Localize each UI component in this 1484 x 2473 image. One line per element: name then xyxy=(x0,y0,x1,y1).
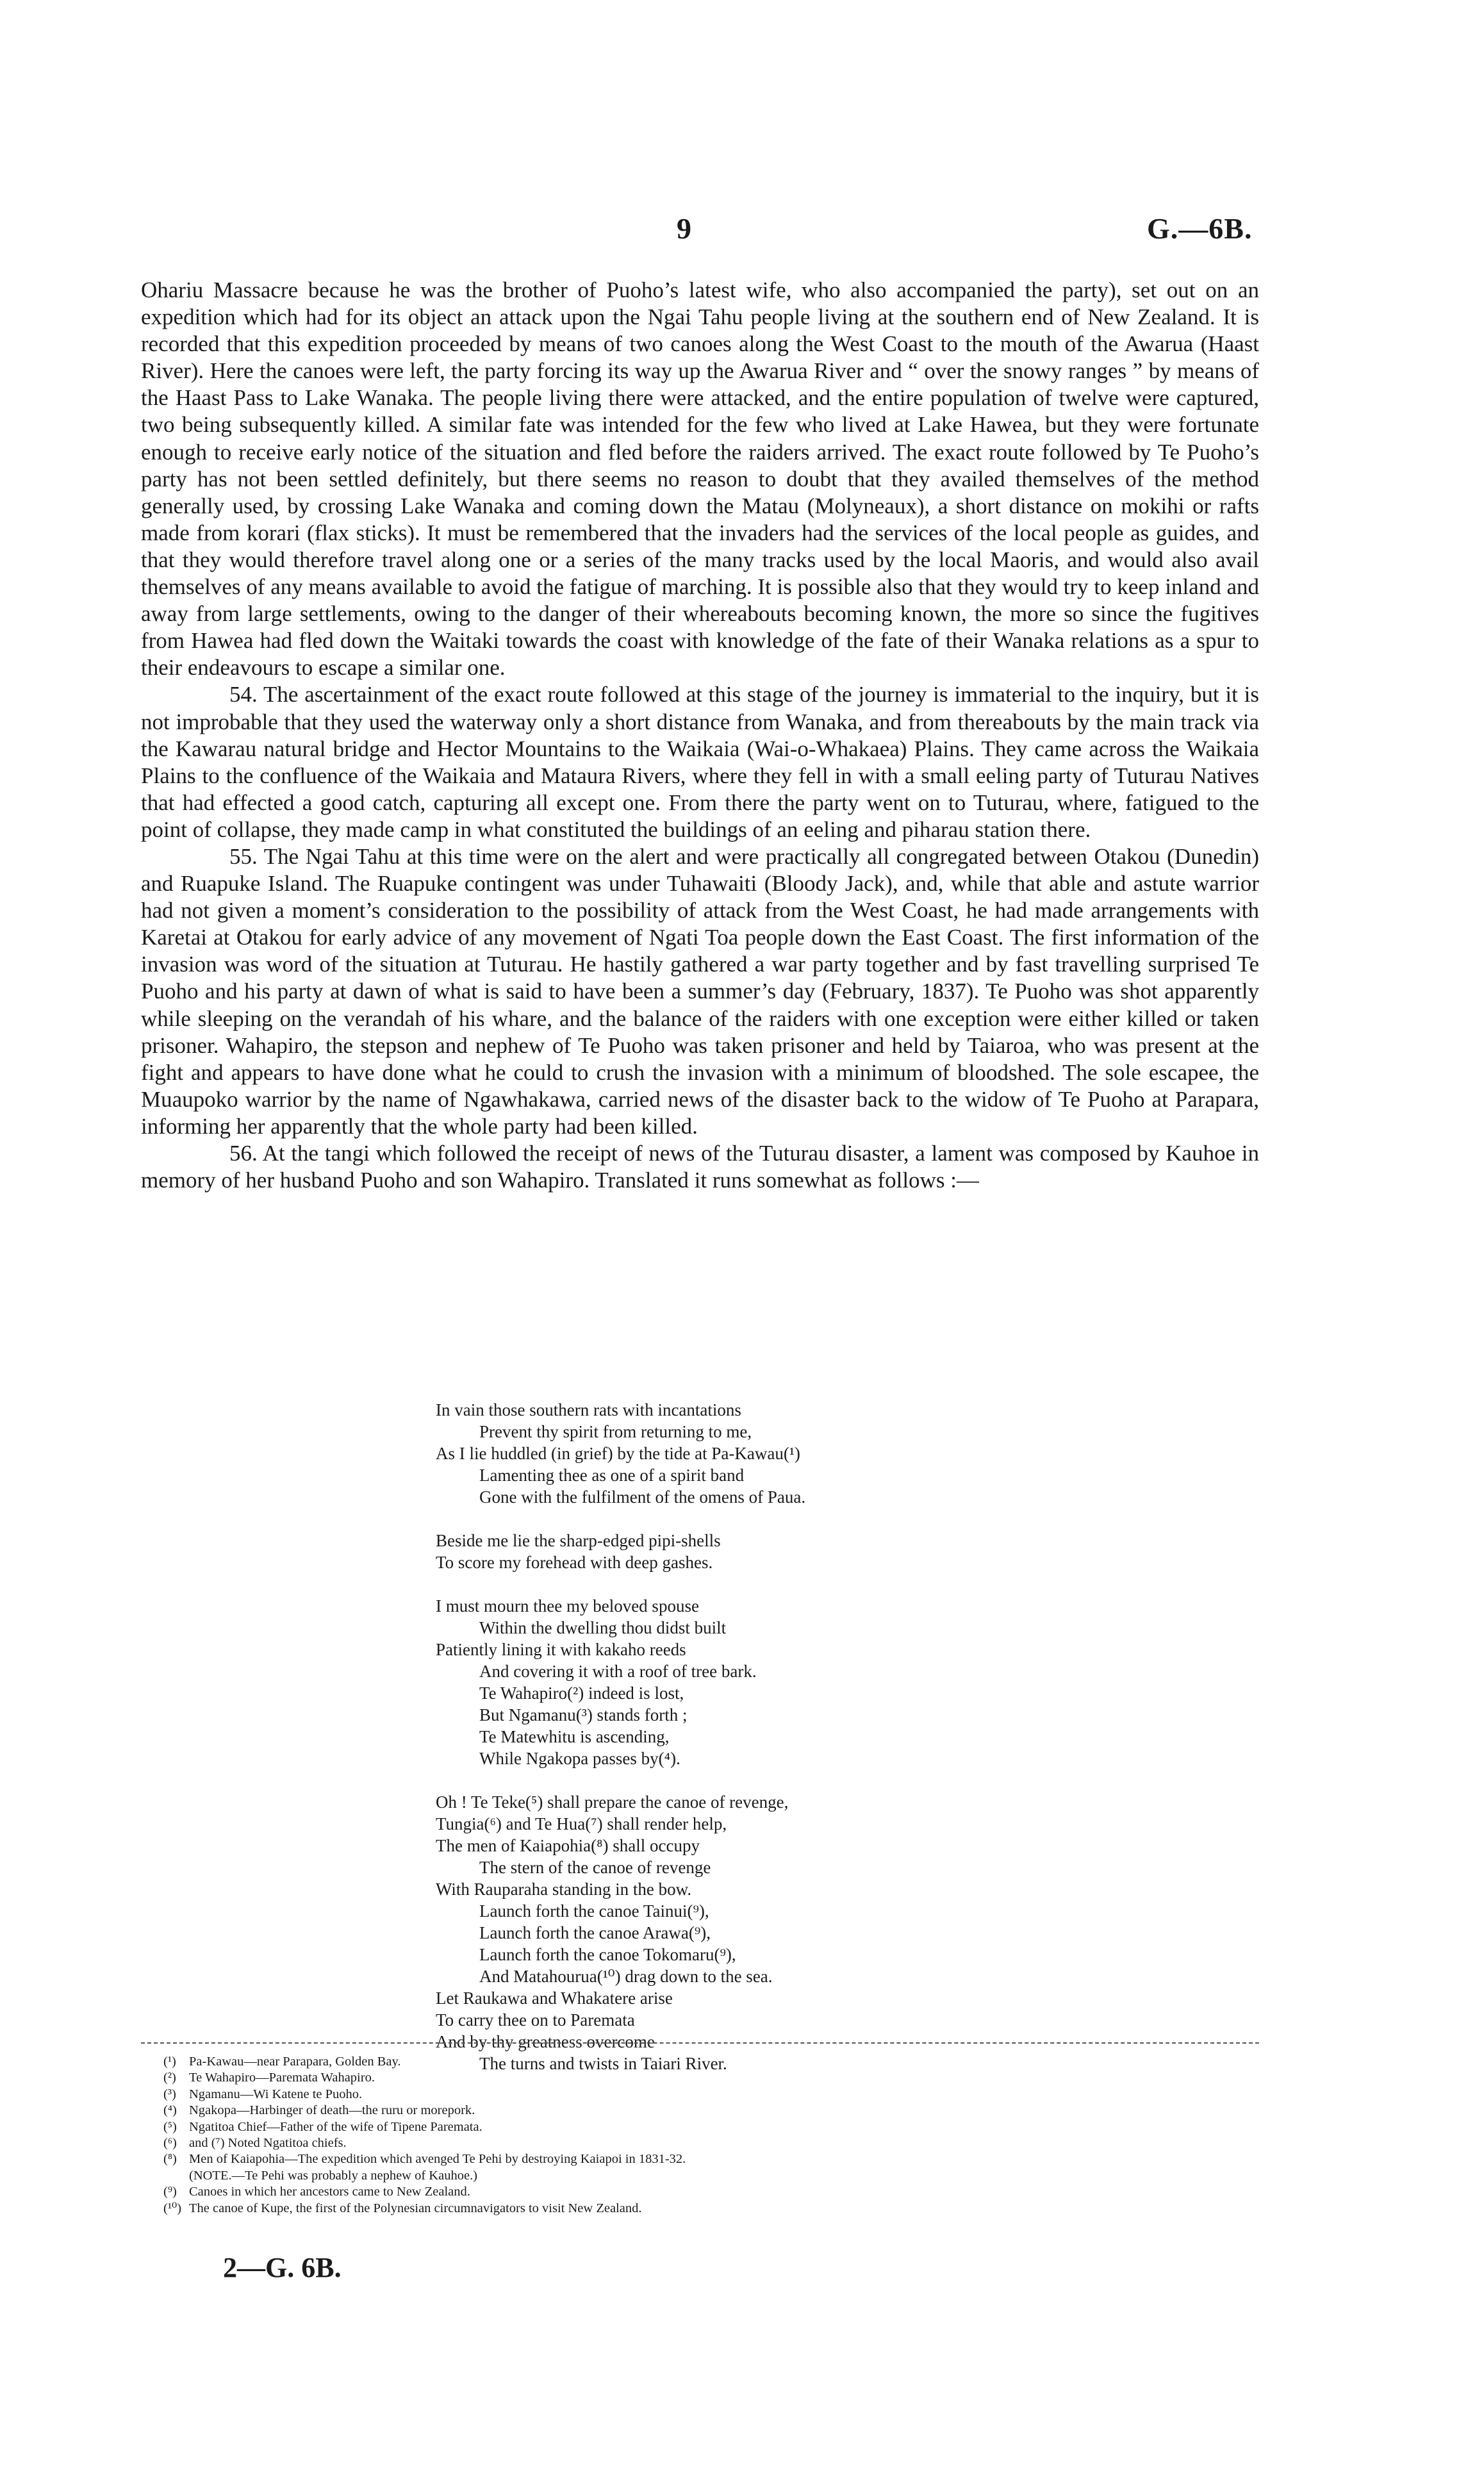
poem-line: Prevent thy spirit from returning to me, xyxy=(479,1422,752,1441)
footnote-mark: (⁶) xyxy=(163,2136,177,2151)
poem-line: Oh ! Te Teke(⁵) shall prepare the canoe of revenge, xyxy=(436,1792,789,1812)
footnote-mark: (²) xyxy=(163,2071,176,2085)
poem-line: The stern of the canoe of revenge xyxy=(479,1858,711,1877)
poem-line: Launch forth the canoe Arawa(⁹), xyxy=(479,1923,711,1942)
footnote xyxy=(163,2184,1221,2200)
poem-stanza-2 xyxy=(436,1530,1076,1573)
footnote xyxy=(163,2135,1221,2151)
poem-stanza-4 xyxy=(436,1791,1076,2074)
footnote-divider xyxy=(141,2042,1259,2044)
footnote xyxy=(163,2103,1221,2119)
footnote-text: The canoe of Kupe, the first of the Polynesian circumnavigators to visit New Zealand. xyxy=(189,2201,642,2215)
footnote xyxy=(163,2168,1221,2184)
poem-line: While Ngakopa passes by(⁴). xyxy=(479,1749,680,1768)
poem-line: The men of Kaiapohia(⁸) shall occupy xyxy=(436,1836,700,1855)
poem-line: With Rauparaha standing in the bow. xyxy=(436,1880,692,1899)
paragraph-continued: Ohariu Massacre because he was the brother of Puoho’s latest wife, who also accompanied the party), set out on an expedition which had for its object an attack upon the Ngai Tahu people living at the southern end of New Zealand. It is recorded that this expedition proceeded by means of two canoes along the West Coast to the mouth of the Awarua (Haast River). Here the canoes were left, the party forcing its way up the Awarua River and “ over the snowy ranges ” by means of the Haast Pass to Lake Wanaka. The people living there were attacked, and the entire population of twelve were captured, two being subsequently killed. A similar fate was intended for the few who lived at Lake Hawea, but they were fortunate enough to receive early notice of the situation and fled before the raiders arrived. The exact route followed by Te Puoho’s party has not been settled definitely, but there seems no reason to doubt that they availed themselves of the method generally used, by crossing Lake Wanaka and coming down the Matau (Molyneaux), a short distance on mokihi or rafts made from korari (flax sticks). It must be remembered that the invaders had the services of the local people as guides, and that they would therefore travel along one or a series of the many tracks used by the local Maoris, and would also avail themselves of any means available to avoid the fatigue of marching. It is possible also that they would try to keep inland and away from large settlements, owing to the danger of their whereabouts becoming known, the more so since the fugitives from Hawea had fled down the Waitaki towards the coast with knowledge of the fate of their Wanaka relations as a spur to their endeavours to escape a similar one. xyxy=(141,277,1259,681)
footnote-text: Pa-Kawau—near Parapara, Golden Bay. xyxy=(189,2055,401,2069)
footnote-text: Canoes in which her ancestors came to New Zealand. xyxy=(189,2185,470,2199)
poem-line: Within the dwelling thou didst built xyxy=(479,1618,727,1637)
footnote-mark: (⁴) xyxy=(163,2103,177,2118)
footnote xyxy=(163,2070,1221,2086)
poem-line: Te Wahapiro(²) indeed is lost, xyxy=(479,1683,684,1703)
footnote xyxy=(163,2151,1221,2167)
footnote-text: Ngakopa—Harbinger of death—the ruru or morepork. xyxy=(189,2103,475,2118)
paragraph-54: 54. The ascertainment of the exact route followed at this stage of the journey is immaterial to the inquiry, but it is not improbable that they used the waterway only a short distance from Wanaka, and from thereabouts by the main track via the Kawarau natural bridge and Hector Mountains to the Waikaia (Wai-o-Whakaea) Plains. They came across the Waikaia Plains to the confluence of the Waikaia and Mataura Rivers, where they fell in with a small eeling party of Tuturau Natives that had effected a good catch, capturing all except one. From there the party went on to Tuturau, where, fatigued to the point of collapse, they made camp in what constituted the buildings of an eeling and piharau station there. xyxy=(141,682,1259,842)
footnote-text: and (⁷) Noted Ngatitoa chiefs. xyxy=(189,2136,347,2151)
footnote-text: (NOTE.—Te Pehi was probably a nephew of Kauhoe.) xyxy=(189,2168,477,2183)
document-reference: G.—6B. xyxy=(1147,212,1253,245)
footnotes xyxy=(163,2054,1221,2217)
footnote-mark: (¹) xyxy=(163,2055,176,2069)
page-number: 9 xyxy=(677,212,691,245)
footnote-text: Ngatitoa Chief—Father of the wife of Tipene Paremata. xyxy=(189,2119,482,2134)
footnote-mark: (⁸) xyxy=(163,2152,177,2167)
paragraph-56: 56. At the tangi which followed the receipt of news of the Tuturau disaster, a lament was composed by Kauhoe in memory of her husband Puoho and son Wahapiro. Translated it runs somewhat as follows :— xyxy=(141,1141,1259,1193)
footnote-text: Te Wahapiro—Paremata Wahapiro. xyxy=(189,2071,375,2085)
poem-line: And by thy greatness overcome xyxy=(436,2032,655,2051)
poem-line: The turns and twists in Taiari River. xyxy=(479,2054,727,2073)
footnote xyxy=(163,2119,1221,2135)
poem-line: In vain those southern rats with incantations xyxy=(436,1400,741,1419)
body-text xyxy=(141,277,1259,1194)
poem-line: To carry thee on to Paremata xyxy=(436,2010,635,2030)
poem-line: I must mourn thee my beloved spouse xyxy=(436,1596,699,1616)
poem-line: Lamenting thee as one of a spirit band xyxy=(479,1466,745,1485)
poem-stanza-3 xyxy=(436,1595,1076,1769)
footnote-mark: (⁹) xyxy=(163,2185,177,2199)
poem-stanza-1 xyxy=(436,1399,1076,1508)
poem-line: Launch forth the canoe Tokomaru(⁹), xyxy=(479,1945,736,1964)
poem-line: Gone with the fulfilment of the omens of Paua. xyxy=(479,1487,806,1507)
poem-line: But Ngamanu(³) stands forth ; xyxy=(479,1705,688,1724)
poem-line: Launch forth the canoe Tainui(⁹), xyxy=(479,1901,709,1921)
sheet-signature: 2—G. 6B. xyxy=(223,2252,342,2283)
poem-line: And Matahourua(¹⁰) drag down to the sea. xyxy=(479,1967,773,1986)
poem-line: Te Matewhitu is ascending, xyxy=(479,1727,670,1746)
footnote-mark: (³) xyxy=(163,2087,176,2101)
footnote xyxy=(163,2087,1221,2103)
poem-line: And covering it with a roof of tree bark. xyxy=(479,1662,757,1681)
footnote-text: Ngamanu—Wi Katene te Puoho. xyxy=(189,2087,363,2101)
poem-line: Let Raukawa and Whakatere arise xyxy=(436,1989,673,2008)
poem-line: Patiently lining it with kakaho reeds xyxy=(436,1640,686,1659)
footnote-mark: (⁵) xyxy=(163,2119,177,2134)
footnote xyxy=(163,2201,1221,2217)
poem-line: To score my forehead with deep gashes. xyxy=(436,1553,713,1572)
poem-line: As I lie huddled (in grief) by the tide at Pa-Kawau(¹) xyxy=(436,1444,800,1463)
footnote-mark: (¹⁰) xyxy=(163,2201,182,2215)
paragraph-55: 55. The Ngai Tahu at this time were on the alert and were practically all congregated between Otakou (Dunedin) and Ruapuke Island. The Ruapuke contingent was under Tuhawaiti (Bloody Jack), and, while that able and astute warrior had not given a moment’s consideration to the possibility of attack from the West Coast, he had made arrangements with Karetai at Otakou for early advice of any movement of Ngati Toa people down the East Coast. The first information of the invasion was word of the situation at Tuturau. He hastily gathered a war party together and by fast travelling surprised Te Puoho and his party at dawn of what is said to have been a summer’s day (February, 1837). Te Puoho was shot apparently while sleeping on the verandah of his whare, and the balance of the raiders with one exception were either killed or taken prisoner. Wahapiro, the stepson and nephew of Te Puoho was taken prisoner and held by Taiaroa, who was present at the fight and appears to have done what he could to crush the invasion with a minimum of bloodshed. The sole escapee, the Muaupoko warrior by the name of Ngawhakawa, carried news of the disaster back to the widow of Te Puoho at Parapara, informing her apparently that the whole party had been killed. xyxy=(141,843,1259,1139)
footnote-text: Men of Kaiapohia—The expedition which avenged Te Pehi by destroying Kaiapoi in 1831-32. xyxy=(189,2152,686,2167)
lament-poem xyxy=(436,1399,1076,2096)
poem-line: Beside me lie the sharp-edged pipi-shells xyxy=(436,1531,721,1550)
poem-line: Tungia(⁶) and Te Hua(⁷) shall render help, xyxy=(436,1814,727,1833)
footnote xyxy=(163,2054,1221,2070)
